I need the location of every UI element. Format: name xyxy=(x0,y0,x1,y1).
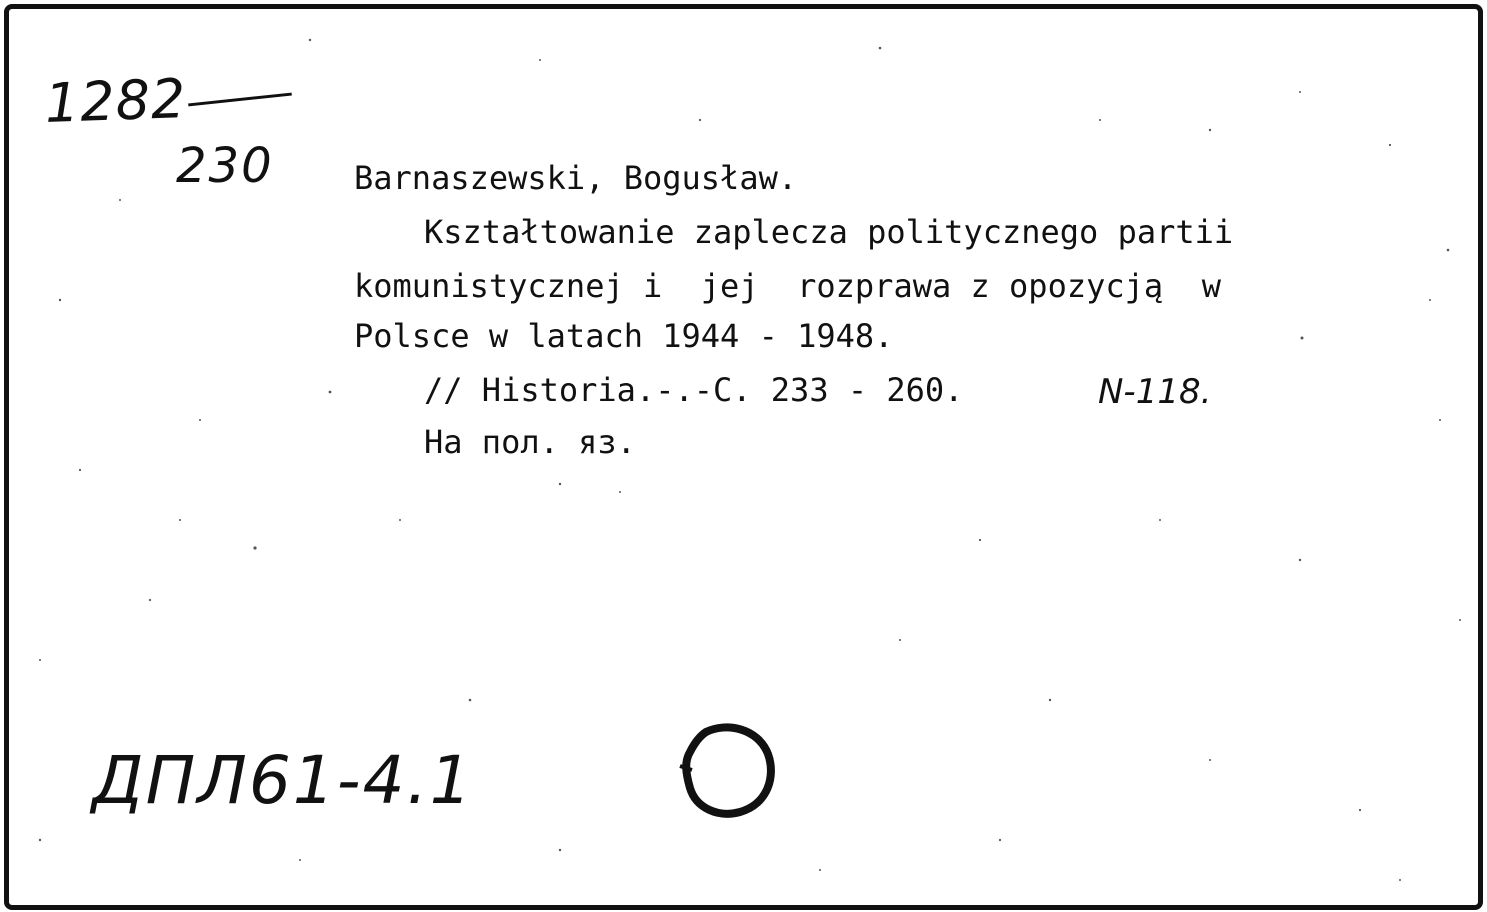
shelf-mark: ДПЛ61-4.1 xyxy=(92,742,474,819)
source-line: // Historia.-.-C. 233 - 260. xyxy=(424,371,964,409)
call-number-bottom: 230 xyxy=(176,138,274,194)
call-number-top: 1282 xyxy=(43,67,188,135)
punch-hole-ring xyxy=(676,718,780,822)
author-line: Barnaszewski, Bogusław. xyxy=(354,159,798,197)
title-line-3: Polsce w latach 1944 - 1948. xyxy=(354,317,894,355)
title-line-2: komunistycznej i jej rozprawa z opozycją w xyxy=(354,267,1221,305)
title-line-1: Kształtowanie zaplecza politycznego partii xyxy=(424,213,1234,251)
issue-number-note: N-118. xyxy=(1098,372,1212,412)
language-note: На пол. яз. xyxy=(424,423,636,461)
